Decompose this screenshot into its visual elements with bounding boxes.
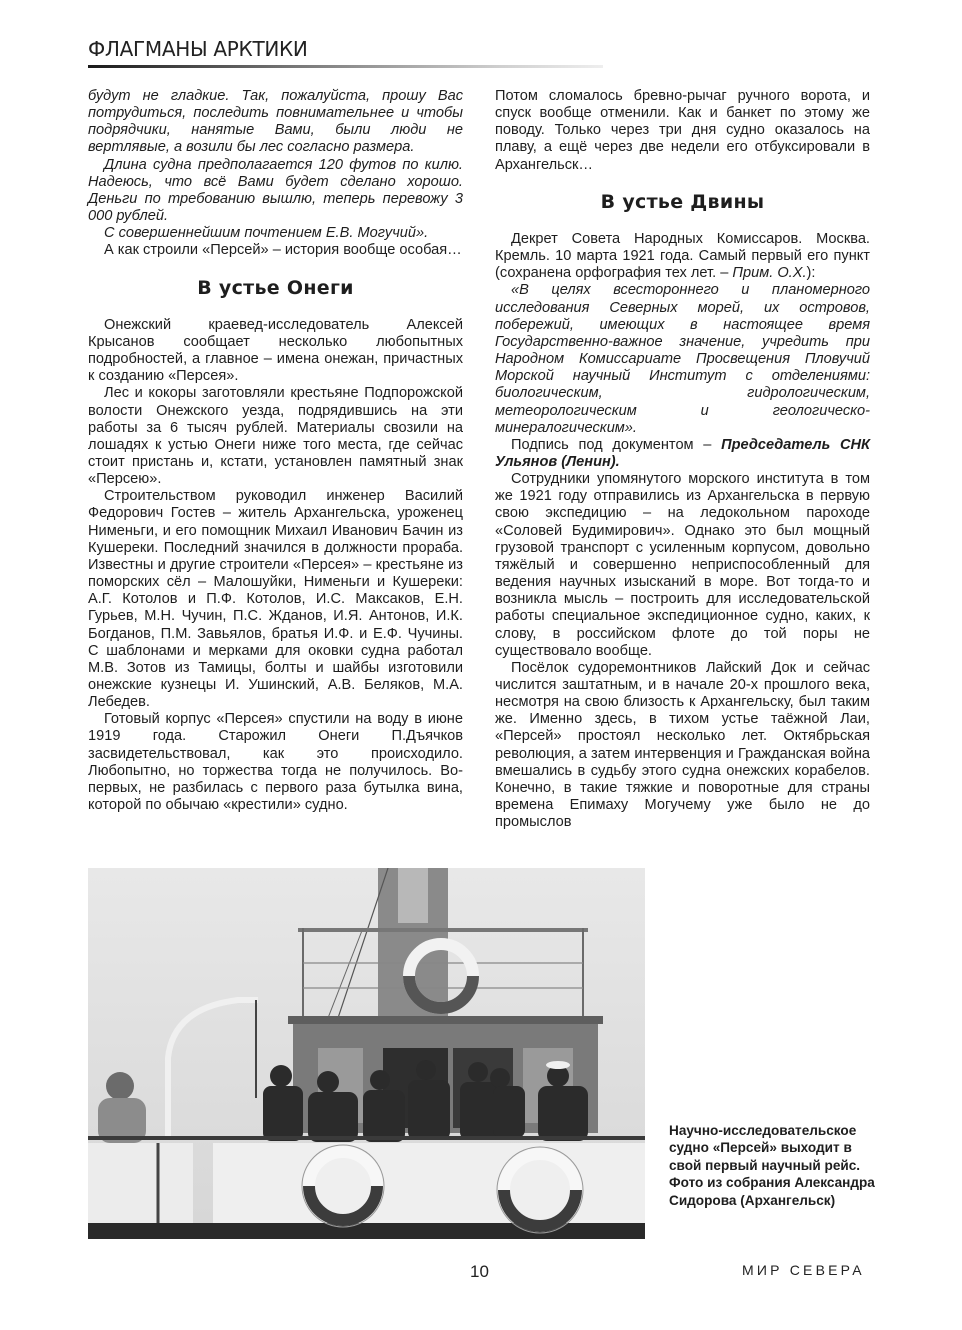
signature-lead: Подпись под документом –	[511, 436, 722, 453]
heading-onega: В устье Онеги	[197, 276, 354, 299]
signature-paragraph	[495, 437, 870, 471]
ship-persey-illustration	[88, 868, 645, 1239]
left-column	[88, 88, 463, 814]
signature-name: Председатель СНК Ульянов (Ленин).	[495, 436, 871, 470]
heading-dvina: В устье Двины	[600, 190, 765, 213]
body-paragraph: Потом сломалось бревно-рычаг ручного ворота, и спуск вообще отменили. Как и банкет по этому же поводу. Только через три дня судно оказалось на плаву, а ещё через две недели его отбуксировали в Архангельск…	[495, 88, 870, 173]
ship-photo	[88, 868, 645, 1239]
decree-text-end: ):	[806, 265, 816, 282]
magazine-name: МИР СЕВЕРА	[742, 1262, 865, 1278]
page-number: 10	[470, 1262, 489, 1281]
letter-paragraph: будут не гладкие. Так, пожалуйста, прошу Вас потрудиться, последить повнимательнее и чтобы подрядчики, нанятые Вами, были люди не вертлявые, а возили бы лес согласно размера.	[88, 88, 463, 156]
body-paragraph: Онежский краевед-исследователь Алексей Крысанов сообщает несколько любопытных подробностей, а главное – имена онежан, причастных к созданию «Персея».	[88, 316, 463, 385]
letter-signature: С совершеннейшим почтением Е.В. Могучий».	[104, 225, 429, 242]
section-header-title: ФЛАГМАНЫ АРКТИКИ	[88, 37, 308, 61]
photo-caption: Научно-исследовательское судно «Персей» выходит в свой первый научный рейс. Фото из собрания Александра Сидорова (Архангельск)	[669, 1123, 875, 1208]
decree-paragraph	[495, 231, 870, 282]
decree-quote: «В целях всестороннего и планомерного исследования Северных морей, их островов, побережий, имеющих в настоящее время Государственно-важное значение, учредить при Народном Комиссариате Просвещения Пловучий Морской научный Институт с отделениями: биологическим, гидрологическим, метеорологическим и геологическо-минералогическим».	[495, 282, 870, 436]
decree-text: Декрет Совета Народных Комиссаров. Москва. Кремль. 10 марта 1921 года. Самый первый его пункт (сохранена орфография тех лет. –	[495, 230, 870, 282]
body-paragraph: Готовый корпус «Персея» спустили на воду в июне 1919 года. Старожил Онеги П.Дъячков засвидетельствовал, как это происходило. Любопытно, но торжества тогда не получилось. Во-первых, не разбилась с первого раза бутылка вина, которой по обычаю «крестили» судно.	[88, 711, 463, 814]
letter-paragraph: Длина судна предполагается 120 футов по килю. Надеюсь, что всё Вами будет сделано хорошо. Деньги по требованию вышлю, теперь перевожу 3 000 рублей.	[88, 156, 463, 225]
body-paragraph: Лес и кокоры заготовляли крестьяне Подпорожской волости Онежского уезда, подрядившись на эти работы за 6 тысяч рублей. Материалы свозили на лошадях к устью Онеги ниже того места, где сейчас стоит пристань и, кстати, установлен памятный знак «Персею».	[88, 385, 463, 488]
editor-note: Прим. О.Х.	[732, 265, 807, 282]
body-paragraph: Сотрудники упомянутого морского института в том же 1921 году отправились из Архангельска в первую свою экспедицию – на ледокольном пароходе «Соловей Будимирович». Однако это был мощный грузовой транспорт с усиленным корпусом, довольно тяжёлый и совершенно неприспособленный для ведения научных изысканий в море. Вот тогда-то и возникла мысль – построить для исследовательской работы специальное экспедиционное судно, каких, к слову, в российском флоте до той поры не существовало вообще.	[495, 471, 870, 659]
header-gradient-rule	[88, 65, 603, 68]
body-paragraph: Посёлок судоремонтников Лайский Док и сейчас числится заштатным, и в начале 20-х прошлого века, несмотря на свою близость к Архангельску, был таким же. Именно здесь, в тихом устье таёжной Лаи, «Персей» простоял несколько лет. Октябрьская революция, а затем интервенция и Гражданская война вмешались в судьбу этого судна онежских корабелов. Конечно, в такие тяжкие и поворотные для страны времена Епимаху Могучему уже было не до промыслов	[495, 659, 870, 831]
intro-paragraph: А как строили «Персей» – история вообще особая…	[104, 242, 462, 259]
body-paragraph: Строительством руководил инженер Василий Федорович Гостев – житель Архангельска, уроженец Нименьги, и его помощник Михаил Иванович Бачин из Кушереки. Последний значился в должности прораба. Известны и другие строители «Персея» – крестьяне из поморских сёл – Малошуйки, Нименьги и Кушереки: А.Г. Котолов и П.Ф. Котолов, И.С. Максаков, Е.Н. Гурьев, М.Н. Чучин, П.С. Жданов, И.Я. Антонов, И.К. Богданов, П.М. Завьялов, братья И.Ф. и Е.Ф. Чучины. С шаблонами и мерками для оковки судна работал М.В. Зотов из Тамицы, болты и шайбы изготовили онежские кузнецы И. Ушинский, А.В. Беляков, М.А. Лебедев.	[88, 488, 463, 711]
right-column	[495, 88, 870, 831]
